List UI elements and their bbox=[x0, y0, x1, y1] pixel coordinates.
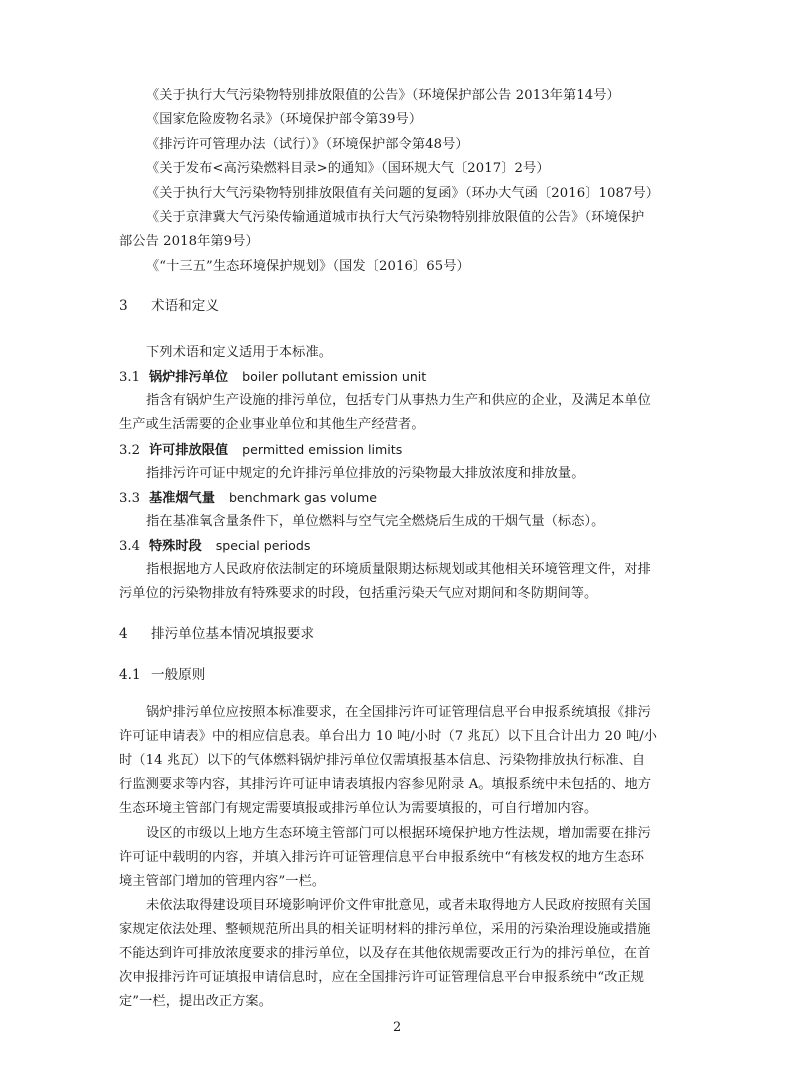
paragraph-line: 未依法取得建设项目环境影响评价文件审批意见，或者未取得地方人民政府按照有关国 bbox=[146, 898, 651, 913]
paragraph-line: 家规定依法处理、整顿规范所出具的相关证明材料的排污单位，采用的污染治理设施或措施 bbox=[119, 922, 651, 937]
paragraph-line: 时（14 兆瓦）以下的气体燃料锅炉排污单位仅需填报基本信息、污染物排放执行标准、自 bbox=[119, 753, 646, 768]
reference-item: 《关于京津冀大气污染传输通道城市执行大气污染物特别排放限值的公告》（环境保护 bbox=[146, 210, 645, 225]
term-definition: 指在基准氧含量条件下，单位燃料与空气完全燃烧后生成的干烟气量（标态）。 bbox=[146, 514, 605, 529]
term-number: 3.1 bbox=[119, 370, 140, 385]
paragraph-line: 锅炉排污单位应按照本标准要求，在全国排污许可证管理信息平台申报系统填报《排污 bbox=[146, 705, 651, 720]
section-number: 4 bbox=[119, 626, 128, 642]
term-english: special periods bbox=[215, 538, 311, 553]
section-intro: 下列术语和定义适用于本标准。 bbox=[146, 345, 333, 360]
term-definition: 生产或生活需要的企业事业单位和其他生产经营者。 bbox=[119, 417, 425, 432]
term-english: permitted emission limits bbox=[242, 442, 403, 457]
paragraph-line: 许可证中载明的内容，并填入排污许可证管理信息平台申报系统中“有核发权的地方生态环 bbox=[119, 850, 645, 865]
section-heading-4 bbox=[119, 625, 314, 643]
term-entry bbox=[119, 489, 377, 508]
reference-item: 《关于发布<高污染燃料目录>的通知》（国环规大气〔2017〕2号） bbox=[146, 161, 550, 176]
reference-item: 《关于执行大气污染物特别排放限值的公告》（环境保护部公告 2013年第14号） bbox=[146, 88, 620, 103]
paragraph-line: 生态环境主管部门有规定需要填报或排污单位认为需要填报的，可自行增加内容。 bbox=[119, 801, 598, 816]
section-number: 3 bbox=[119, 298, 128, 314]
subsection-title: 一般原则 bbox=[151, 667, 206, 683]
subsection-number: 4.1 bbox=[119, 667, 141, 683]
paragraph-line: 设区的市级以上地方生态环境主管部门可以根据环境保护地方性法规，增加需要在排污 bbox=[146, 826, 651, 841]
paragraph-line: 境主管部门增加的管理内容”一栏。 bbox=[119, 874, 326, 889]
section-heading-3 bbox=[119, 297, 219, 315]
term-chinese: 锅炉排污单位 bbox=[149, 370, 229, 385]
term-definition: 指含有锅炉生产设施的排污单位，包括专门从事热力生产和供应的企业，及满足本单位 bbox=[146, 393, 651, 408]
term-english: benchmark gas volume bbox=[228, 490, 377, 505]
term-entry bbox=[119, 537, 310, 556]
paragraph-line: 许可证申请表》中的相应信息表。单台出力 10 吨/小时（7 兆瓦）以下且合计出力 20 吨/小 bbox=[119, 729, 658, 744]
term-definition: 指根据地方人民政府依法制定的环境质量限期达标规划或其他相关环境管理文件，对排 bbox=[146, 562, 651, 577]
reference-item: 《国家危险废物名录》（环境保护部令第39号） bbox=[146, 112, 423, 127]
term-definition: 污单位的污染物排放有特殊要求的时段，包括重污染天气应对期间和冬防期间等。 bbox=[119, 586, 598, 601]
term-chinese: 许可排放限值 bbox=[149, 443, 229, 458]
term-chinese: 特殊时段 bbox=[149, 539, 202, 554]
term-entry bbox=[119, 368, 426, 387]
subsection-heading-4-1 bbox=[119, 666, 205, 684]
paragraph-line: 定”一栏，提出改正方案。 bbox=[119, 994, 273, 1009]
paragraph-line: 不能达到许可排放浓度要求的排污单位，以及存在其他依规需要改正行为的排污单位，在首 bbox=[119, 946, 651, 961]
reference-item: 《排污许可管理办法（试行）》（环境保护部令第48号） bbox=[146, 137, 469, 152]
reference-item-continued: 部公告 2018年第9号） bbox=[119, 234, 259, 249]
term-definition: 指排污许可证中规定的允许排污单位排放的污染物最大排放浓度和排放量。 bbox=[146, 466, 585, 481]
reference-item: 《关于执行大气污染物特别排放限值有关问题的复函》（环办大气函〔2016〕1087号） bbox=[146, 186, 660, 201]
paragraph-line: 次申报排污许可证填报申请信息时，应在全国排污许可证管理信息平台申报系统中“改正规 bbox=[119, 970, 645, 985]
term-number: 3.4 bbox=[119, 539, 140, 554]
paragraph-line: 行监测要求等内容，其排污许可证申请表填报内容参见附录 A。填报系统中未包括的、地方 bbox=[119, 777, 652, 792]
section-title: 排污单位基本情况填报要求 bbox=[151, 626, 315, 642]
reference-item: 《“十三五”生态环境保护规划》（国发〔2016〕65号） bbox=[146, 259, 470, 274]
section-title: 术语和定义 bbox=[151, 298, 219, 314]
term-entry bbox=[119, 441, 402, 460]
term-chinese: 基准烟气量 bbox=[149, 491, 215, 506]
term-number: 3.3 bbox=[119, 491, 140, 506]
term-english: boiler pollutant emission unit bbox=[242, 369, 427, 384]
term-number: 3.2 bbox=[119, 443, 140, 458]
page-number: 2 bbox=[393, 1020, 402, 1035]
